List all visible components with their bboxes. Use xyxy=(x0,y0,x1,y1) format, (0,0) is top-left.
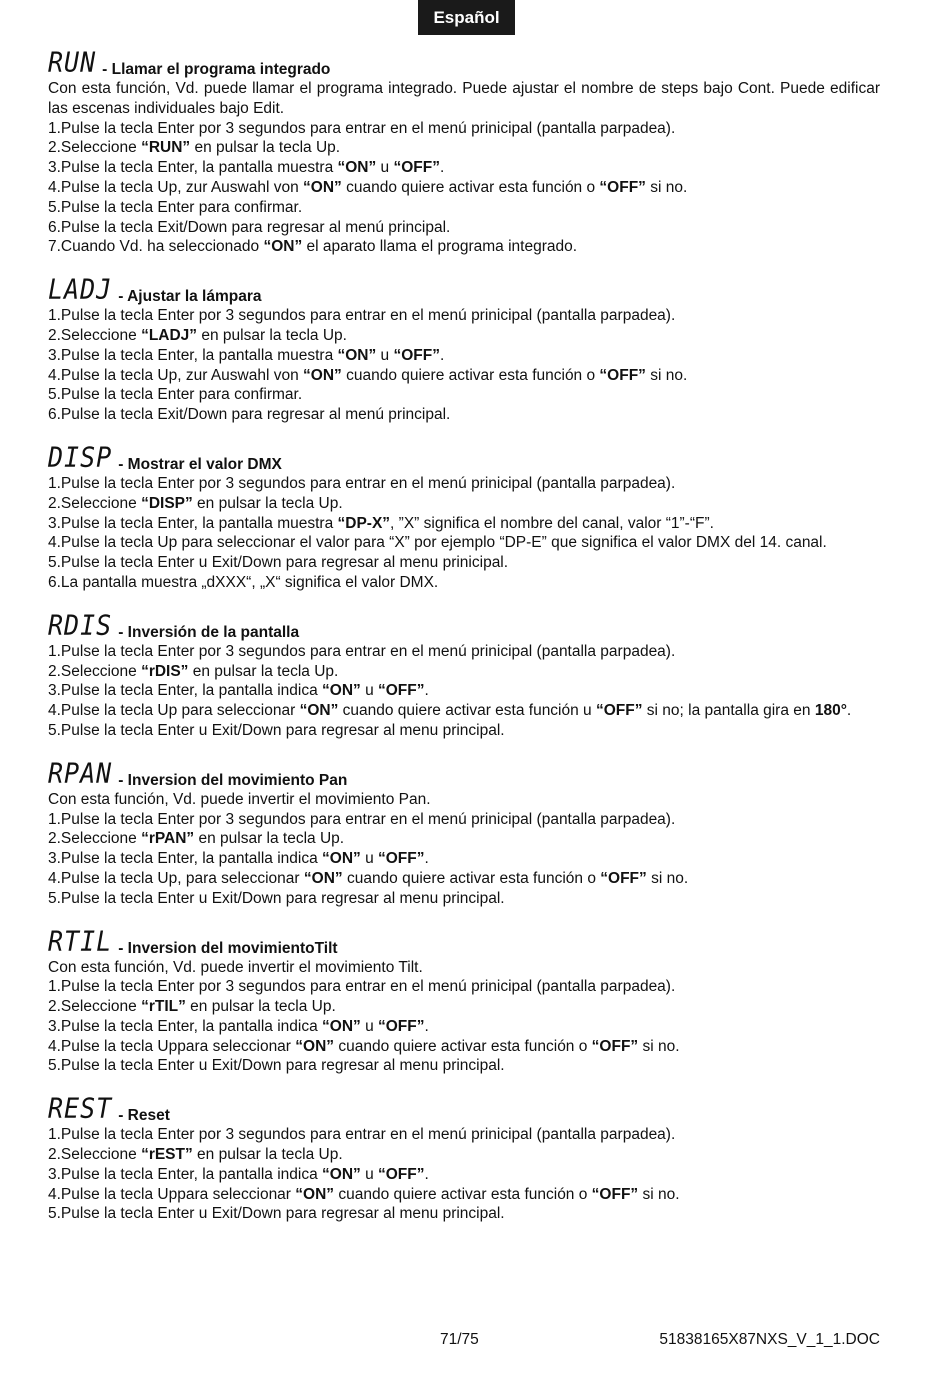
instruction-line xyxy=(48,553,880,573)
text-run: cuando quiere activar esta función o xyxy=(334,1037,592,1055)
text-run: u xyxy=(360,1017,378,1035)
section-rpan xyxy=(48,757,880,909)
emphasis-text: “ON” xyxy=(303,869,343,887)
text-run: 5.Pulse la tecla Enter u Exit/Down para regresar al menu principal. xyxy=(48,1057,505,1075)
instruction-line xyxy=(48,869,880,889)
emphasis-text: “OFF” xyxy=(591,1185,639,1203)
emphasis-text: “DISP” xyxy=(141,494,193,512)
emphasis-text: “ON” xyxy=(299,702,339,720)
section-heading xyxy=(48,46,880,79)
instruction-line xyxy=(48,346,880,366)
text-run: si no. xyxy=(645,366,688,384)
text-run: 3.Pulse la tecla Enter, la pantalla muestra xyxy=(48,159,338,177)
section-title: - Inversion del movimiento Pan xyxy=(118,771,348,789)
emphasis-text: “OFF” xyxy=(378,1165,425,1183)
emphasis-text: “ON” xyxy=(322,850,361,868)
text-run: u xyxy=(376,159,394,177)
text-run: en pulsar la tecla Up. xyxy=(192,494,343,512)
text-run: en pulsar la tecla Up. xyxy=(188,662,339,680)
text-run: 4.Pulse la tecla Up para seleccionar el valor para “X” por ejemplo “DP-E” que significa el valor DMX del 14. canal. xyxy=(48,534,827,552)
instruction-line xyxy=(48,385,880,405)
emphasis-text: “ON” xyxy=(303,178,342,196)
text-run: 6.Pulse la tecla Exit/Down para regresar al menú principal. xyxy=(48,218,451,236)
text-run: en pulsar la tecla Up. xyxy=(194,830,345,848)
text-run: si no. xyxy=(638,1037,680,1055)
text-run: cuando quiere activar esta función o xyxy=(342,869,601,887)
emphasis-text: “OFF” xyxy=(595,702,643,720)
instruction-line xyxy=(48,662,880,682)
emphasis-text: “rTIL” xyxy=(141,998,186,1016)
instruction-line xyxy=(48,494,880,514)
text-run: 2.Seleccione xyxy=(48,662,142,680)
instruction-line xyxy=(48,326,880,346)
text-run: si no; la pantalla gira en xyxy=(642,702,815,720)
instruction-line xyxy=(48,1204,880,1224)
text-run: 4.Pulse la tecla Up para seleccionar xyxy=(48,702,300,720)
text-run: cuando quiere activar esta función o xyxy=(334,1185,592,1203)
text-run: Con esta función, Vd. puede invertir el movimiento Pan. xyxy=(48,790,431,808)
instruction-line xyxy=(48,1185,880,1205)
instruction-line xyxy=(48,178,880,198)
section-rdis xyxy=(48,609,880,741)
instruction-line xyxy=(48,366,880,386)
section-title: - Inversión de la pantalla xyxy=(118,623,300,641)
section-title: - Ajustar la lámpara xyxy=(118,288,262,306)
emphasis-text: “ON” xyxy=(322,1165,361,1183)
text-run: 4.Pulse la tecla Up, zur Auswahl von xyxy=(48,366,304,384)
section-run xyxy=(48,46,880,257)
text-run: 2.Seleccione xyxy=(48,1146,142,1164)
instruction-line xyxy=(48,1056,880,1076)
instruction-line xyxy=(48,306,880,326)
instruction-line xyxy=(48,119,880,139)
section-heading xyxy=(48,273,880,306)
text-run: 3.Pulse la tecla Enter, la pantalla indica xyxy=(48,1165,323,1183)
emphasis-text: “ON” xyxy=(322,1017,361,1035)
text-run: 3.Pulse la tecla Enter, la pantalla indica xyxy=(48,682,323,700)
emphasis-text: “OFF” xyxy=(378,850,425,868)
section-heading xyxy=(48,757,880,790)
text-run: 2.Seleccione xyxy=(48,326,142,344)
emphasis-text: “ON” xyxy=(303,366,342,384)
instruction-line xyxy=(48,198,880,218)
text-run: 3.Pulse la tecla Enter, la pantalla indica xyxy=(48,850,323,868)
instruction-line xyxy=(48,158,880,178)
emphasis-text: “OFF” xyxy=(378,1017,425,1035)
emphasis-text: “rPAN” xyxy=(141,830,195,848)
instruction-line xyxy=(48,958,880,978)
section-heading xyxy=(48,1092,880,1125)
emphasis-text: “ON” xyxy=(322,682,361,700)
text-run: 6.Pulse la tecla Exit/Down para regresar al menú principal. xyxy=(48,406,451,424)
instruction-line xyxy=(48,573,880,593)
text-run: 3.Pulse la tecla Enter, la pantalla indica xyxy=(48,1017,323,1035)
text-run: u xyxy=(376,346,394,364)
instruction-line xyxy=(48,681,880,701)
emphasis-text: “ON” xyxy=(295,1185,335,1203)
emphasis-text: “RUN” xyxy=(141,139,191,157)
text-run: 3.Pulse la tecla Enter, la pantalla muestra xyxy=(48,346,338,364)
text-run: 4.Pulse la tecla Up, zur Auswahl von xyxy=(48,178,304,196)
text-run: 1.Pulse la tecla Enter por 3 segundos para entrar en el menú prinicipal (pantalla parpadea). xyxy=(48,307,676,325)
instruction-line xyxy=(48,218,880,238)
emphasis-text: “OFF” xyxy=(599,178,646,196)
document-filename: 51838165X87NXS_V_1_1.DOC xyxy=(659,1331,880,1348)
text-run: en pulsar la tecla Up. xyxy=(190,139,341,157)
text-run: 1.Pulse la tecla Enter por 3 segundos para entrar en el menú prinicipal (pantalla parpadea). xyxy=(48,474,676,492)
section-rest xyxy=(48,1092,880,1224)
emphasis-text: “ON” xyxy=(295,1037,335,1055)
instruction-line xyxy=(48,405,880,425)
emphasis-text: “OFF” xyxy=(600,869,647,887)
section-heading xyxy=(48,925,880,958)
emphasis-text: “ON” xyxy=(337,159,377,177)
section-heading xyxy=(48,441,880,474)
text-run: cuando quiere activar esta función o xyxy=(341,366,600,384)
text-run: , ”X” significa el nombre del canal, valor “1”-“F”. xyxy=(390,514,714,532)
display-code: REST xyxy=(48,1092,113,1125)
text-run: 1.Pulse la tecla Enter por 3 segundos para entrar en el menú prinicipal (pantalla parpadea). xyxy=(48,978,676,996)
language-label: Español xyxy=(433,7,500,27)
instruction-line xyxy=(48,1145,880,1165)
section-disp xyxy=(48,441,880,593)
text-run: . xyxy=(424,1165,429,1183)
text-run: Con esta función, Vd. puede llamar el programa integrado. Puede ajustar el nombre de steps bajo Cont. Puede edificar las escenas individuales bajo Edit. xyxy=(48,80,880,117)
text-run: cuando quiere activar esta función o xyxy=(341,178,600,196)
instruction-line xyxy=(48,889,880,909)
instruction-line xyxy=(48,1125,880,1145)
document-body xyxy=(48,46,880,1224)
instruction-line xyxy=(48,237,880,257)
display-code: RTIL xyxy=(48,924,113,957)
display-code: LADJ xyxy=(48,273,113,306)
text-run: . xyxy=(424,1017,429,1035)
text-run: 7.Cuando Vd. ha seleccionado xyxy=(48,238,264,256)
display-code: DISP xyxy=(48,440,113,473)
text-run: 5.Pulse la tecla Enter u Exit/Down para regresar al menu principal. xyxy=(48,1205,505,1223)
text-run: 4.Pulse la tecla Up, para seleccionar xyxy=(48,869,304,887)
emphasis-text: “LADJ” xyxy=(141,326,198,344)
emphasis-text: 180° xyxy=(814,702,847,720)
text-run: en pulsar la tecla Up. xyxy=(192,1146,343,1164)
section-title: - Llamar el programa integrado xyxy=(102,61,331,78)
text-run: en pulsar la tecla Up. xyxy=(197,326,347,344)
instruction-line xyxy=(48,474,880,494)
instruction-line xyxy=(48,1165,880,1185)
text-run: 5.Pulse la tecla Enter u Exit/Down para regresar al menu prinicipal. xyxy=(48,554,509,572)
emphasis-text: “OFF” xyxy=(378,682,425,700)
instruction-line xyxy=(48,138,880,158)
section-ladj xyxy=(48,273,880,425)
text-run: . xyxy=(424,682,429,700)
text-run: 1.Pulse la tecla Enter por 3 segundos para entrar en el menú prinicipal (pantalla parpadea). xyxy=(48,810,676,828)
text-run: 5.Pulse la tecla Enter u Exit/Down para regresar al menu principal. xyxy=(48,721,505,739)
instruction-line xyxy=(48,810,880,830)
emphasis-text: “ON” xyxy=(337,346,377,364)
instruction-line xyxy=(48,997,880,1017)
text-run: 2.Seleccione xyxy=(48,998,142,1016)
section-title: - Mostrar el valor DMX xyxy=(118,455,282,473)
section-title: - Reset xyxy=(118,1107,170,1125)
text-run: u xyxy=(360,850,378,868)
instruction-line xyxy=(48,829,880,849)
text-run: si no. xyxy=(638,1185,680,1203)
instruction-line xyxy=(48,790,880,810)
emphasis-text: “OFF” xyxy=(591,1037,639,1055)
text-run: si no. xyxy=(646,869,689,887)
emphasis-text: “ON” xyxy=(263,238,303,256)
text-run: cuando quiere activar esta función u xyxy=(338,702,596,720)
section-heading xyxy=(48,609,880,642)
text-run: 5.Pulse la tecla Enter u Exit/Down para regresar al menu principal. xyxy=(48,889,505,907)
text-run: 4.Pulse la tecla Uppara seleccionar xyxy=(48,1037,296,1055)
instruction-line xyxy=(48,1017,880,1037)
text-run: 3.Pulse la tecla Enter, la pantalla muestra xyxy=(48,514,338,532)
text-run: . xyxy=(424,850,429,868)
text-run: 2.Seleccione xyxy=(48,494,142,512)
instruction-line xyxy=(48,849,880,869)
text-run: 1.Pulse la tecla Enter por 3 segundos para entrar en el menú prinicipal (pantalla parpadea). xyxy=(48,1126,676,1144)
text-run: si no. xyxy=(645,178,688,196)
language-badge xyxy=(418,0,515,35)
display-code: RPAN xyxy=(48,756,113,789)
section-rtil xyxy=(48,925,880,1077)
text-run: Con esta función, Vd. puede invertir el movimiento Tilt. xyxy=(48,958,423,976)
text-run: el aparato llama el programa integrado. xyxy=(302,238,578,256)
text-run: 5.Pulse la tecla Enter para confirmar. xyxy=(48,198,303,216)
text-run: en pulsar la tecla Up. xyxy=(185,998,336,1016)
section-title: - Inversion del movimientoTilt xyxy=(118,939,338,957)
text-run: 1.Pulse la tecla Enter por 3 segundos para entrar en el menú prinicipal (pantalla parpadea). xyxy=(48,119,676,137)
instruction-line xyxy=(48,642,880,662)
emphasis-text: “rDIS” xyxy=(141,662,189,680)
text-run: u xyxy=(360,1165,378,1183)
text-run: . xyxy=(439,346,445,364)
text-run: 4.Pulse la tecla Uppara seleccionar xyxy=(48,1185,296,1203)
instruction-line xyxy=(48,79,880,119)
display-code: RUN xyxy=(48,46,97,78)
text-run: 2.Seleccione xyxy=(48,139,142,157)
text-run: 2.Seleccione xyxy=(48,830,142,848)
emphasis-text: “OFF” xyxy=(393,159,440,177)
instruction-line xyxy=(48,533,880,553)
text-run: 5.Pulse la tecla Enter para confirmar. xyxy=(48,386,303,404)
emphasis-text: “OFF” xyxy=(599,366,646,384)
instruction-line xyxy=(48,514,880,534)
text-run: u xyxy=(360,682,378,700)
text-run: . xyxy=(439,159,445,177)
instruction-line xyxy=(48,721,880,741)
emphasis-text: “OFF” xyxy=(393,346,440,364)
emphasis-text: “rEST” xyxy=(141,1146,193,1164)
text-run: 6.La pantalla muestra „dXXX“, „X“ significa el valor DMX. xyxy=(48,573,439,591)
text-run: . xyxy=(846,702,852,720)
instruction-line xyxy=(48,701,880,721)
emphasis-text: “DP-X” xyxy=(337,514,391,532)
instruction-line xyxy=(48,977,880,997)
display-code: RDIS xyxy=(48,608,113,641)
page-number: 71/75 xyxy=(440,1331,479,1348)
text-run: 1.Pulse la tecla Enter por 3 segundos para entrar en el menú prinicipal (pantalla parpadea). xyxy=(48,642,676,660)
instruction-line xyxy=(48,1037,880,1057)
